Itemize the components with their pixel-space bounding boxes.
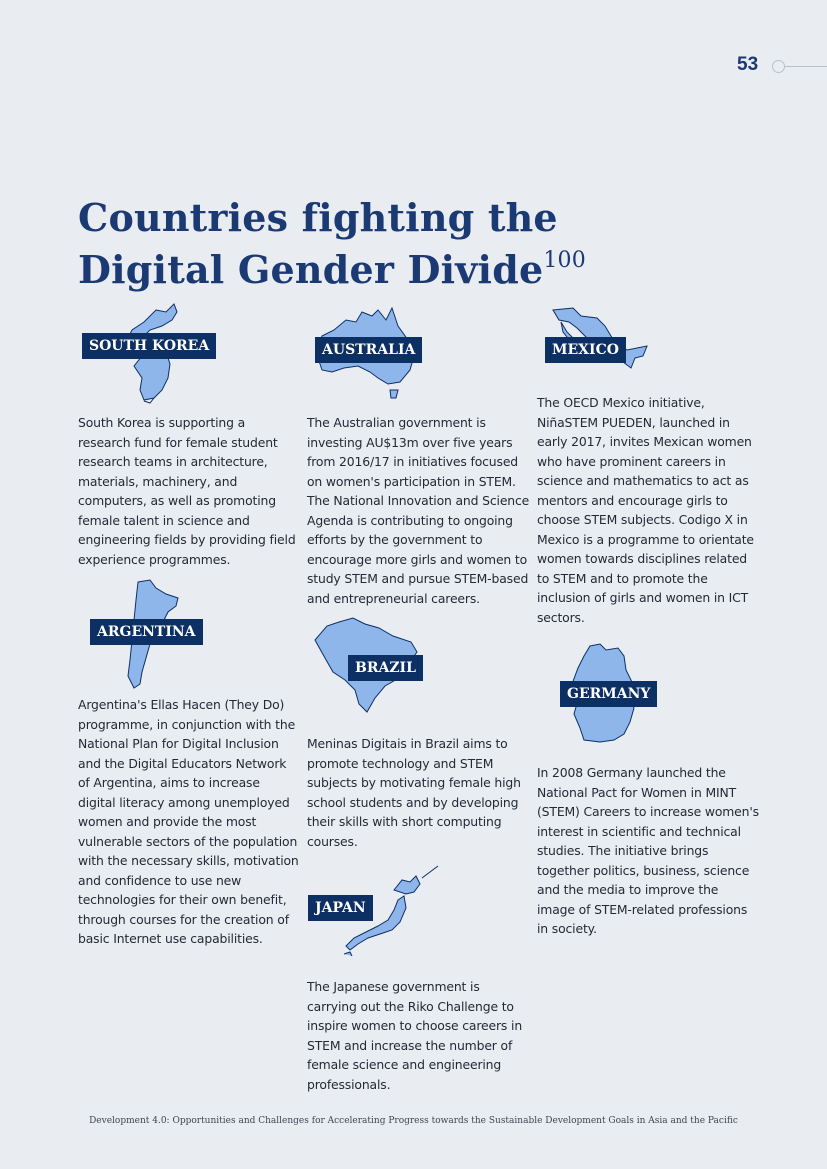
south-korea-label: SOUTH KOREA — [82, 333, 216, 359]
title-footnote: 100 — [543, 248, 586, 273]
title-line-2: Digital Gender Divide — [78, 247, 544, 292]
argentina-label: ARGENTINA — [90, 619, 203, 645]
japan-label: JAPAN — [308, 895, 373, 921]
page-marker-circle — [772, 60, 785, 73]
brazil-label: BRAZIL — [348, 655, 423, 681]
australia-label: AUSTRALIA — [315, 337, 422, 363]
mexico-text: The OECD Mexico initiative, NiñaSTEM PUEDEN, launched in early 2017, invites Mexican women who have prominent careers in science and mathematics to act as mentors and encourage girls to choose STEM subjects. Codigo X in Mexico is a programme to orientate women towards disciplines related to STEM and to promote the inclusion of girls and women in ICT sectors. — [537, 395, 754, 625]
brazil-text: Meninas Digitais in Brazil aims to promote technology and STEM subjects by motivating female high school students and by developing their skills with short computing courses. — [307, 736, 521, 849]
germany-label: GERMANY — [560, 681, 657, 707]
mexico-label: MEXICO — [545, 337, 626, 363]
south-korea-text: South Korea is supporting a research fund for female student research teams in architecture, materials, machinery, and computers, as well as promoting female talent in science and engineering fields by providing field experience programmes. — [78, 415, 296, 567]
germany-text: In 2008 Germany launched the National Pact for Women in MINT (STEM) Careers to increase women's interest in scientific and technical studies. The initiative brings together politics, business, science and the media to improve the image of STEM-related professions in society. — [537, 765, 759, 936]
argentina-text: Argentina's Ellas Hacen (They Do) programme, in conjunction with the National Plan for Digital Inclusion and the Digital Educators Network of Argentina, aims to increase digital literacy among unemployed women and provide the most vulnerable sectors of the population with the necessary skills, motivation and confidence to use new technologies for their own benefit, through courses for the creation of basic Internet use capabilities. — [78, 697, 299, 946]
page-number: 53 — [737, 54, 759, 75]
title-line-1: Countries fighting the — [78, 195, 558, 240]
footer-citation: Development 4.0: Opportunities and Challenges for Accelerating Progress towards the Sustainable Development Goals in Asia and the Pacific — [89, 1116, 738, 1126]
japan-text: The Japanese government is carrying out the Riko Challenge to inspire women to choose careers in STEM and increase the number of female science and engineering professionals. — [307, 979, 523, 1092]
page-title — [78, 196, 586, 291]
page-marker-line — [785, 66, 827, 67]
australia-text: The Australian government is investing AU$13m over five years from 2016/17 in initiatives focused on women's participation in STEM. The National Innovation and Science Agenda is contributing to ongoing efforts by the government to encourage more girls and women to study STEM and pursue STEM-based and entrepreneurial careers. — [307, 415, 530, 606]
